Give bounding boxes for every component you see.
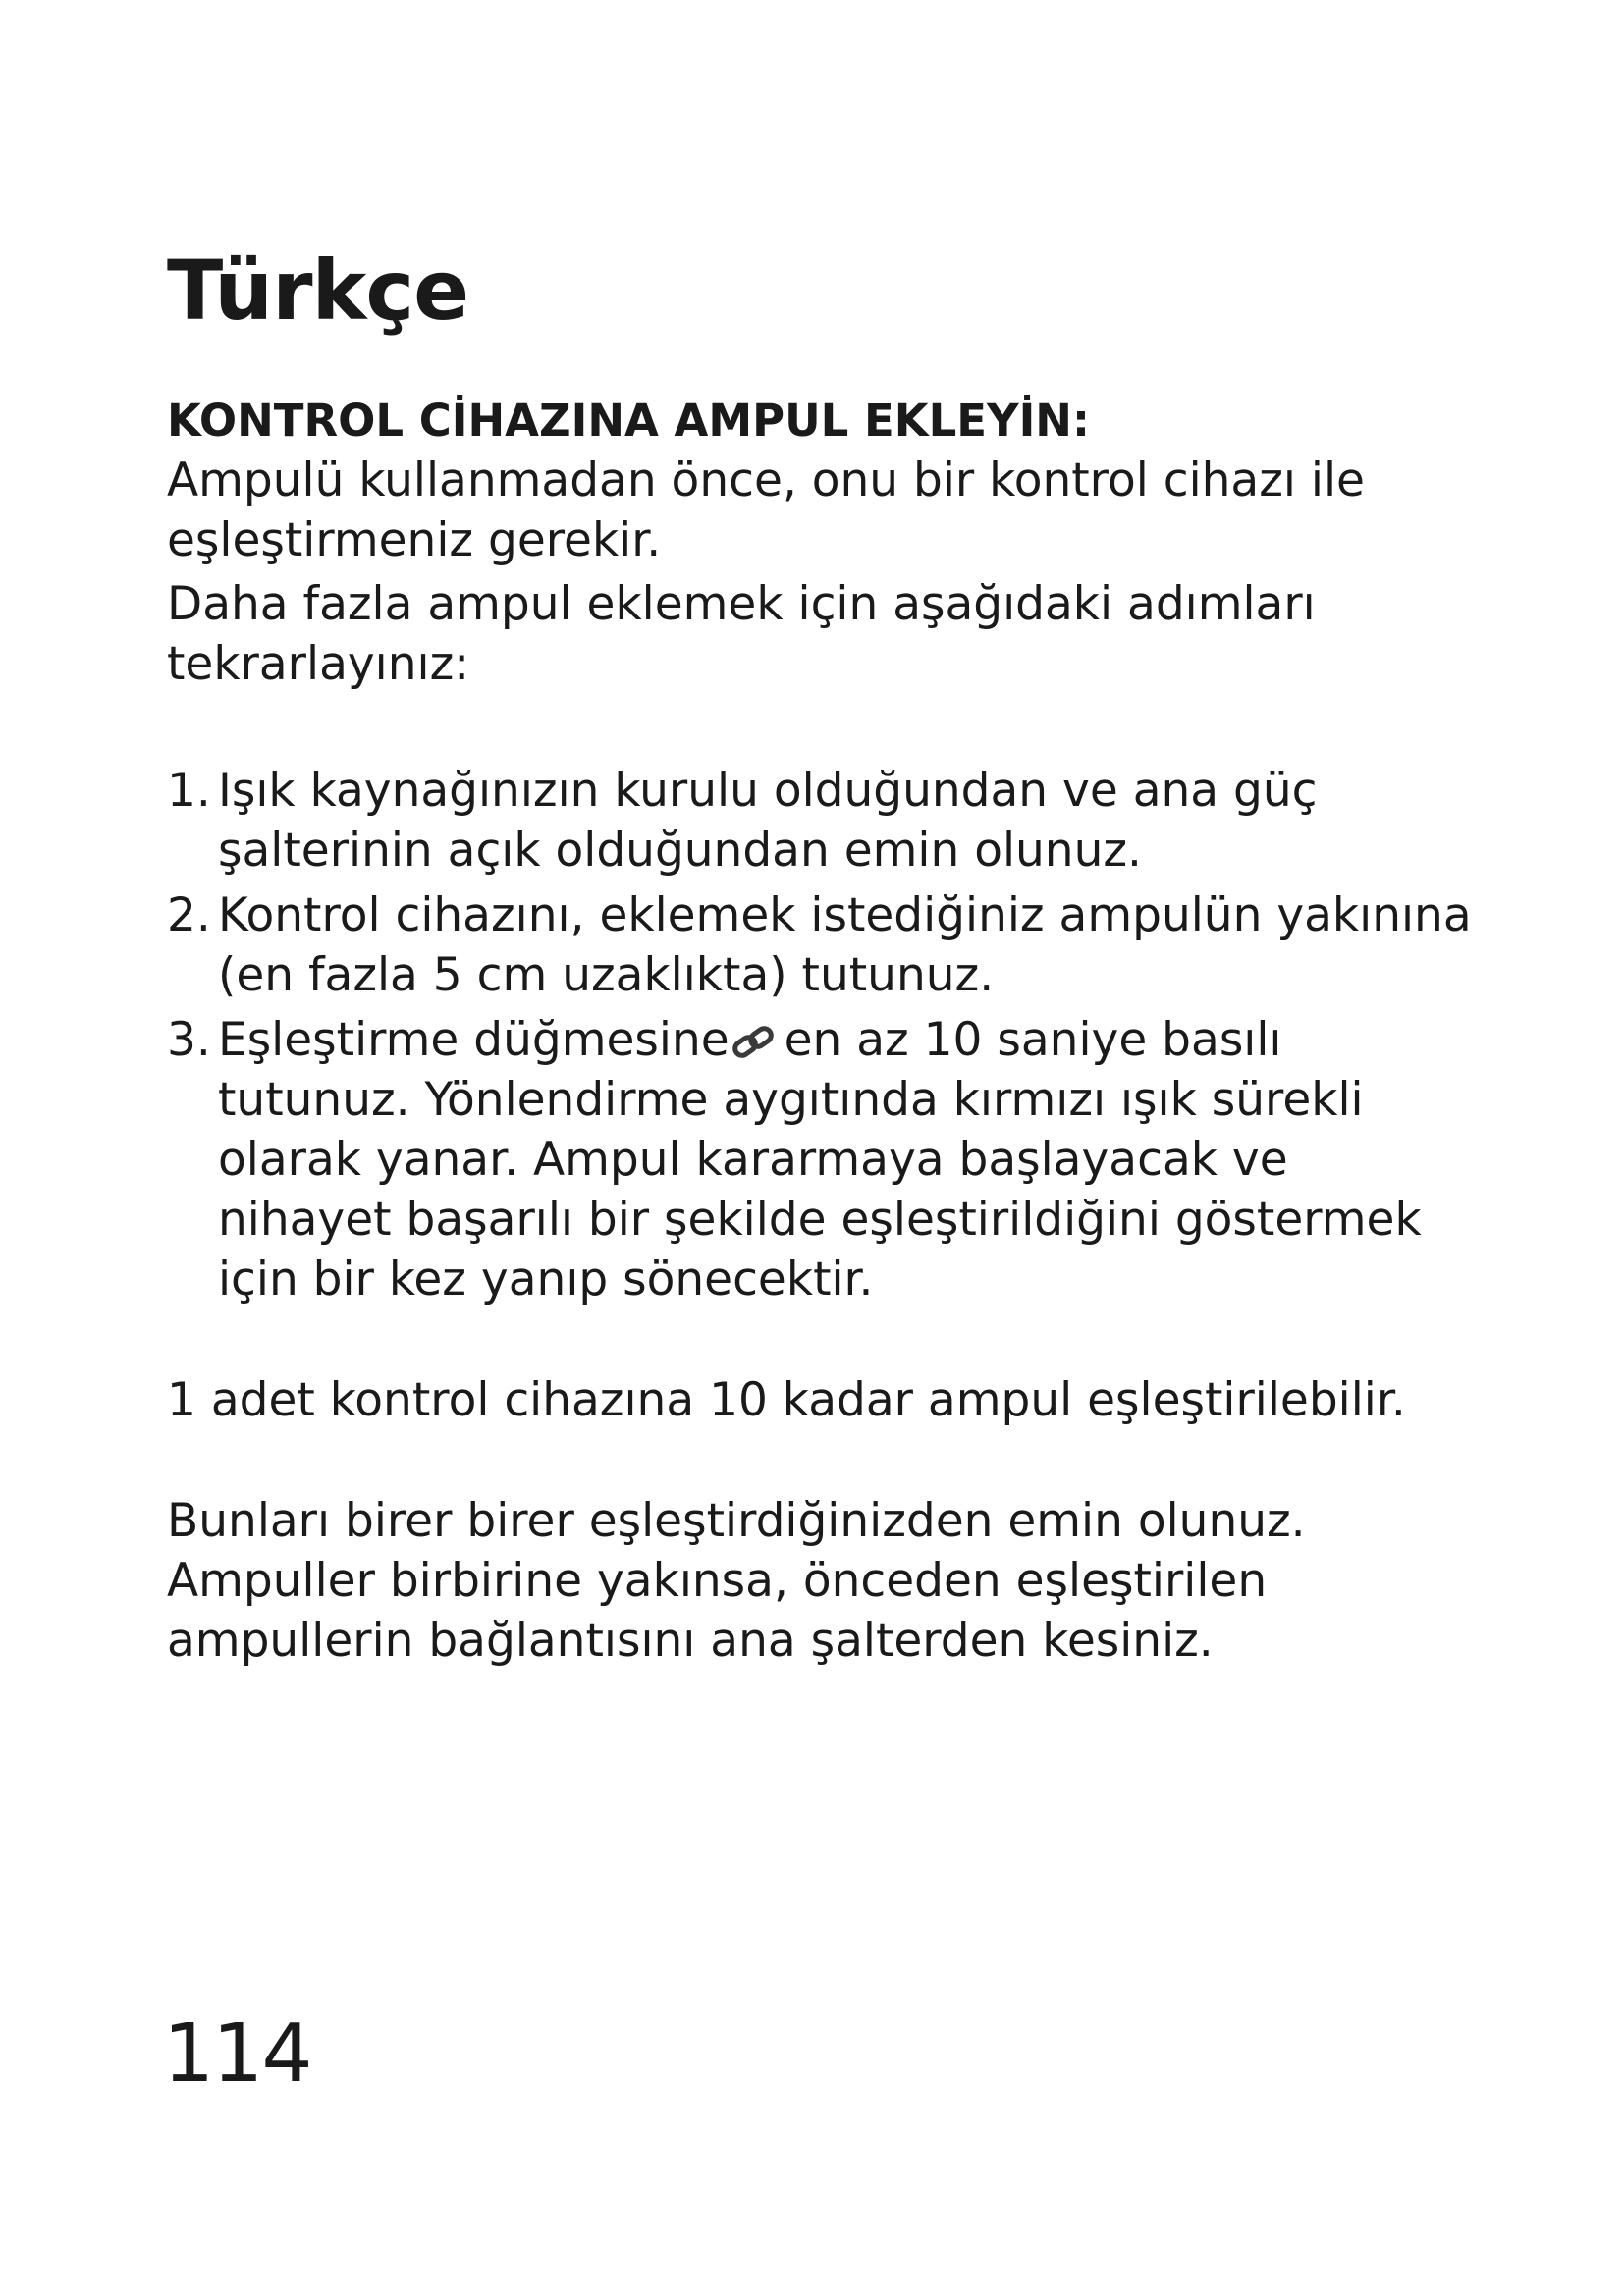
intro-paragraph-1: Ampulü kullanmadan önce, onu bir kontrol cihazı ile eşleştirmeniz gerekir. xyxy=(167,454,1365,568)
intro-paragraph-2: Daha fazla ampul eklemek için aşağıdaki adımları tekrarlayınız: xyxy=(167,577,1316,692)
steps-list xyxy=(167,761,1473,1309)
section-content xyxy=(167,391,1473,1671)
list-item xyxy=(167,1010,1473,1309)
final-note: Bunları birer birer eşleştirdiğinizden emin olunuz. Ampuller birbirine yakınsa, önceden eşleştirilen ampullerin bağlantısını ana şalterden kesiniz. xyxy=(167,1494,1306,1669)
step-text-after-icon: en az 10 saniye basılı tutunuz. Yönlendirme aygıtında kırmızı ışık sürekli olarak yanar. Ampul kararmaya başlayacak ve nihayet başarılı bir şekilde eşleştirildiğini göstermek için bir kez yanıp sönecektir. xyxy=(218,1013,1422,1308)
page-number: 114 xyxy=(163,2007,311,2101)
step-number: 3. xyxy=(167,1013,211,1068)
list-item xyxy=(167,761,1473,881)
step-text-before-icon: Eşleştirme düğmesine xyxy=(218,1013,730,1068)
step-text: Kontrol cihazını, eklemek istediğiniz ampulün yakınına (en fazla 5 cm uzaklıkta) tutunuz. xyxy=(218,888,1472,1003)
document-page xyxy=(167,242,1473,1671)
step-number: 2. xyxy=(167,888,211,943)
link-chain-icon xyxy=(731,1024,776,1061)
step-number: 1. xyxy=(167,764,211,819)
section-heading: KONTROL CİHAZINA AMPUL EKLEYİN: xyxy=(167,395,1090,448)
list-item xyxy=(167,885,1473,1005)
step-text: Işık kaynağınızın kurulu olduğundan ve ana güç şalterinin açık olduğundan emin olunuz. xyxy=(218,764,1318,879)
capacity-note: 1 adet kontrol cihazına 10 kadar ampul eşleştirilebilir. xyxy=(167,1373,1406,1428)
page-title: Türkçe xyxy=(167,242,469,339)
